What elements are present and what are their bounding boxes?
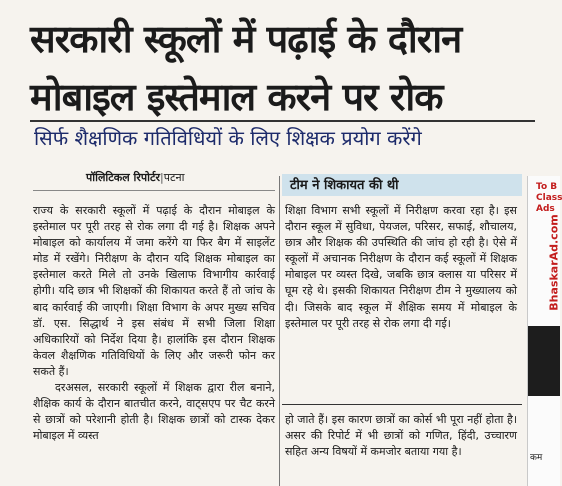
- headline-rule: [30, 120, 535, 122]
- box-text: शिक्षा विभाग सभी स्कूलों में निरीक्षण करवा रहा है। इस दौरान स्कूल में सुविधा, पेयजल, परिसर, सफाई, शौचालय, छात्र और शिक्षक की उपस्थिति की जांच हो रही है। ऐसे में स्कूलों में अचानक निरीक्षण के दौरान कई स्कूलों में शिक्षक मोबाइल पर व्यस्त दिखे, जबकि छात्र क्लास या परिसर में घूम रहे थे। इसकी शिकायत निरीक्षण टीम ने मुख्यालय को दी। जिसके बाद स्कूल में शैक्षिक समय में मोबाइल के इस्तेमाल पर पूरी तरह से रोक लगा दी गई।: [285, 204, 517, 330]
- side-advertisement: [527, 176, 560, 486]
- ad-dark-block: [528, 326, 560, 396]
- byline-rule: [33, 190, 275, 191]
- left-paragraph-1: राज्य के सरकारी स्कूलों में पढ़ाई के दौरान मोबाइल के इस्तेमाल पर पूरी तरह से रोक लगा दी गई है। शिक्षक अपने मोबाइल को कार्यालय में जमा करेंगे या फिर बैग में साइलेंट मोड में रखेंगे। निरीक्षण के दौरान यदि शिक्षक मोबाइल का इस्तेमाल करते मिले तो उनके खिलाफ विभागीय कार्रवाई होगी। यदि छात्र भी शिक्षकों की शिकायत करते हैं तो जांच के बाद कार्रवाई की जाएगी। शिक्षा विभाग के अपर मुख्य सचिव डॉ. एस. सिद्धार्थ ने इस संबंध में सभी जिला शिक्षा अधिकारियों को निर्देश दिया है। हालांकि इस दौरान शिक्षक केवल शैक्षणिक गतिविधियों के लिए और जरूरी फोन कर सकते हैं।: [33, 204, 275, 378]
- headline-line-2: मोबाइल इस्तेमाल करने पर रोक: [30, 75, 443, 119]
- byline-city: पटना: [163, 171, 185, 184]
- left-paragraph-2: दरअसल, सरकारी स्कूलों में शिक्षक द्वारा रील बनाने, शैक्षिक कार्य के दौरान बातचीत करने, वाट्सएप पर चैट करने से छात्रों को परेशानी होती है। शिक्षक छात्रों को टास्क देकर मोबाइल में व्यस्त: [33, 381, 275, 443]
- left-column: [33, 203, 275, 444]
- subheadline: सिर्फ शैक्षणिक गतिविधियों के लिए शिक्षक प्रयोग करेंगे: [34, 126, 422, 150]
- ad-brand: BhaskarAd.com: [547, 214, 561, 311]
- right-column-continued: हो जाते हैं। इस कारण छात्रों का कोर्स भी पूरा नहीं होता है। असर की रिपोर्ट में भी छात्रों को गणित, हिंदी, उच्चारण सहित अन्य विषयों में कमजोर बताया गया है।: [285, 413, 517, 459]
- ad-line-3: Ads: [536, 204, 555, 214]
- byline: [86, 170, 185, 185]
- ad-bottom-text: कम: [530, 453, 543, 463]
- box-bottom-rule: [282, 404, 522, 405]
- box-title: टीम ने शिकायत की थी: [290, 178, 399, 193]
- column-divider: [279, 176, 280, 486]
- ad-line-1: To B: [536, 182, 558, 192]
- headline-line-1: सरकारी स्कूलों में पढ़ाई के दौरान: [30, 17, 462, 61]
- byline-name: पॉलिटिकल रिपोर्टर: [86, 171, 161, 184]
- ad-line-2: Class: [536, 193, 562, 203]
- byline-separator: |: [160, 171, 164, 184]
